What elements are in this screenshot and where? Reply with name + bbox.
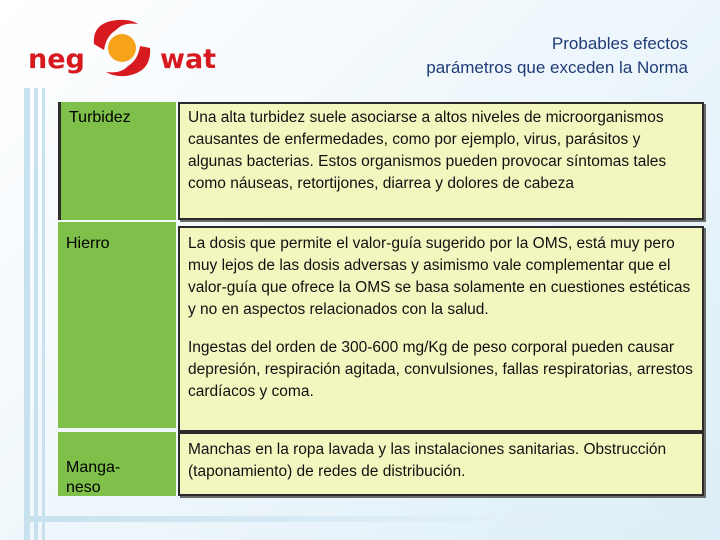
row-content-turbidez xyxy=(178,102,704,220)
decorative-bottom-band xyxy=(24,516,720,522)
title-line-2: parámetros que exceden la Norma xyxy=(426,58,688,77)
decorative-stripe xyxy=(42,88,45,540)
logo-emblem xyxy=(94,20,150,76)
slide-title xyxy=(288,32,688,80)
decorative-stripe xyxy=(24,88,30,540)
parameter-name: Manga- neso xyxy=(66,459,121,496)
title-line-1: Probables efectos xyxy=(551,34,688,53)
negowat-logo xyxy=(22,14,247,82)
logo-text-right: wat xyxy=(160,44,217,75)
decorative-stripe xyxy=(34,88,38,540)
row-label-manganeso xyxy=(58,432,176,496)
row-label-turbidez xyxy=(58,102,176,220)
parameter-name: Hierro xyxy=(66,235,110,252)
effect-paragraph: Ingestas del orden de 300-600 mg/Kg de peso corporal pueden causar depresión, respiración agitada, convulsiones, fallas respiratorias, arrestos cardíacos y coma. xyxy=(188,339,693,400)
row-content-manganeso xyxy=(178,432,704,496)
parameters-table xyxy=(58,102,704,496)
effect-paragraph: La dosis que permite el valor-guía sugerido por la OMS, está muy pero muy lejos de las dosis adversas y asimismo vale complementar que el valor-guía que ofrece la OMS se basa solamente en cuestiones estéticas y no en aspectos relacionados con la salud. xyxy=(188,235,691,318)
effect-paragraph: Manchas en la ropa lavada y las instalaciones sanitarias. Obstrucción (taponamiento) de redes de distribución. xyxy=(188,441,667,480)
row-label-hierro xyxy=(58,222,176,428)
parameter-name: Turbidez xyxy=(69,109,131,126)
logo-text-left: neg xyxy=(28,44,85,75)
effect-paragraph: Una alta turbidez suele asociarse a altos niveles de microorganismos causantes de enfermedades, como por ejemplo, virus, parásitos y algunas bacterias. Estos organismos pueden provocar síntomas tales como náuseas, retortijones, diarrea y dolores de cabeza xyxy=(188,109,667,192)
row-content-hierro xyxy=(178,226,704,432)
